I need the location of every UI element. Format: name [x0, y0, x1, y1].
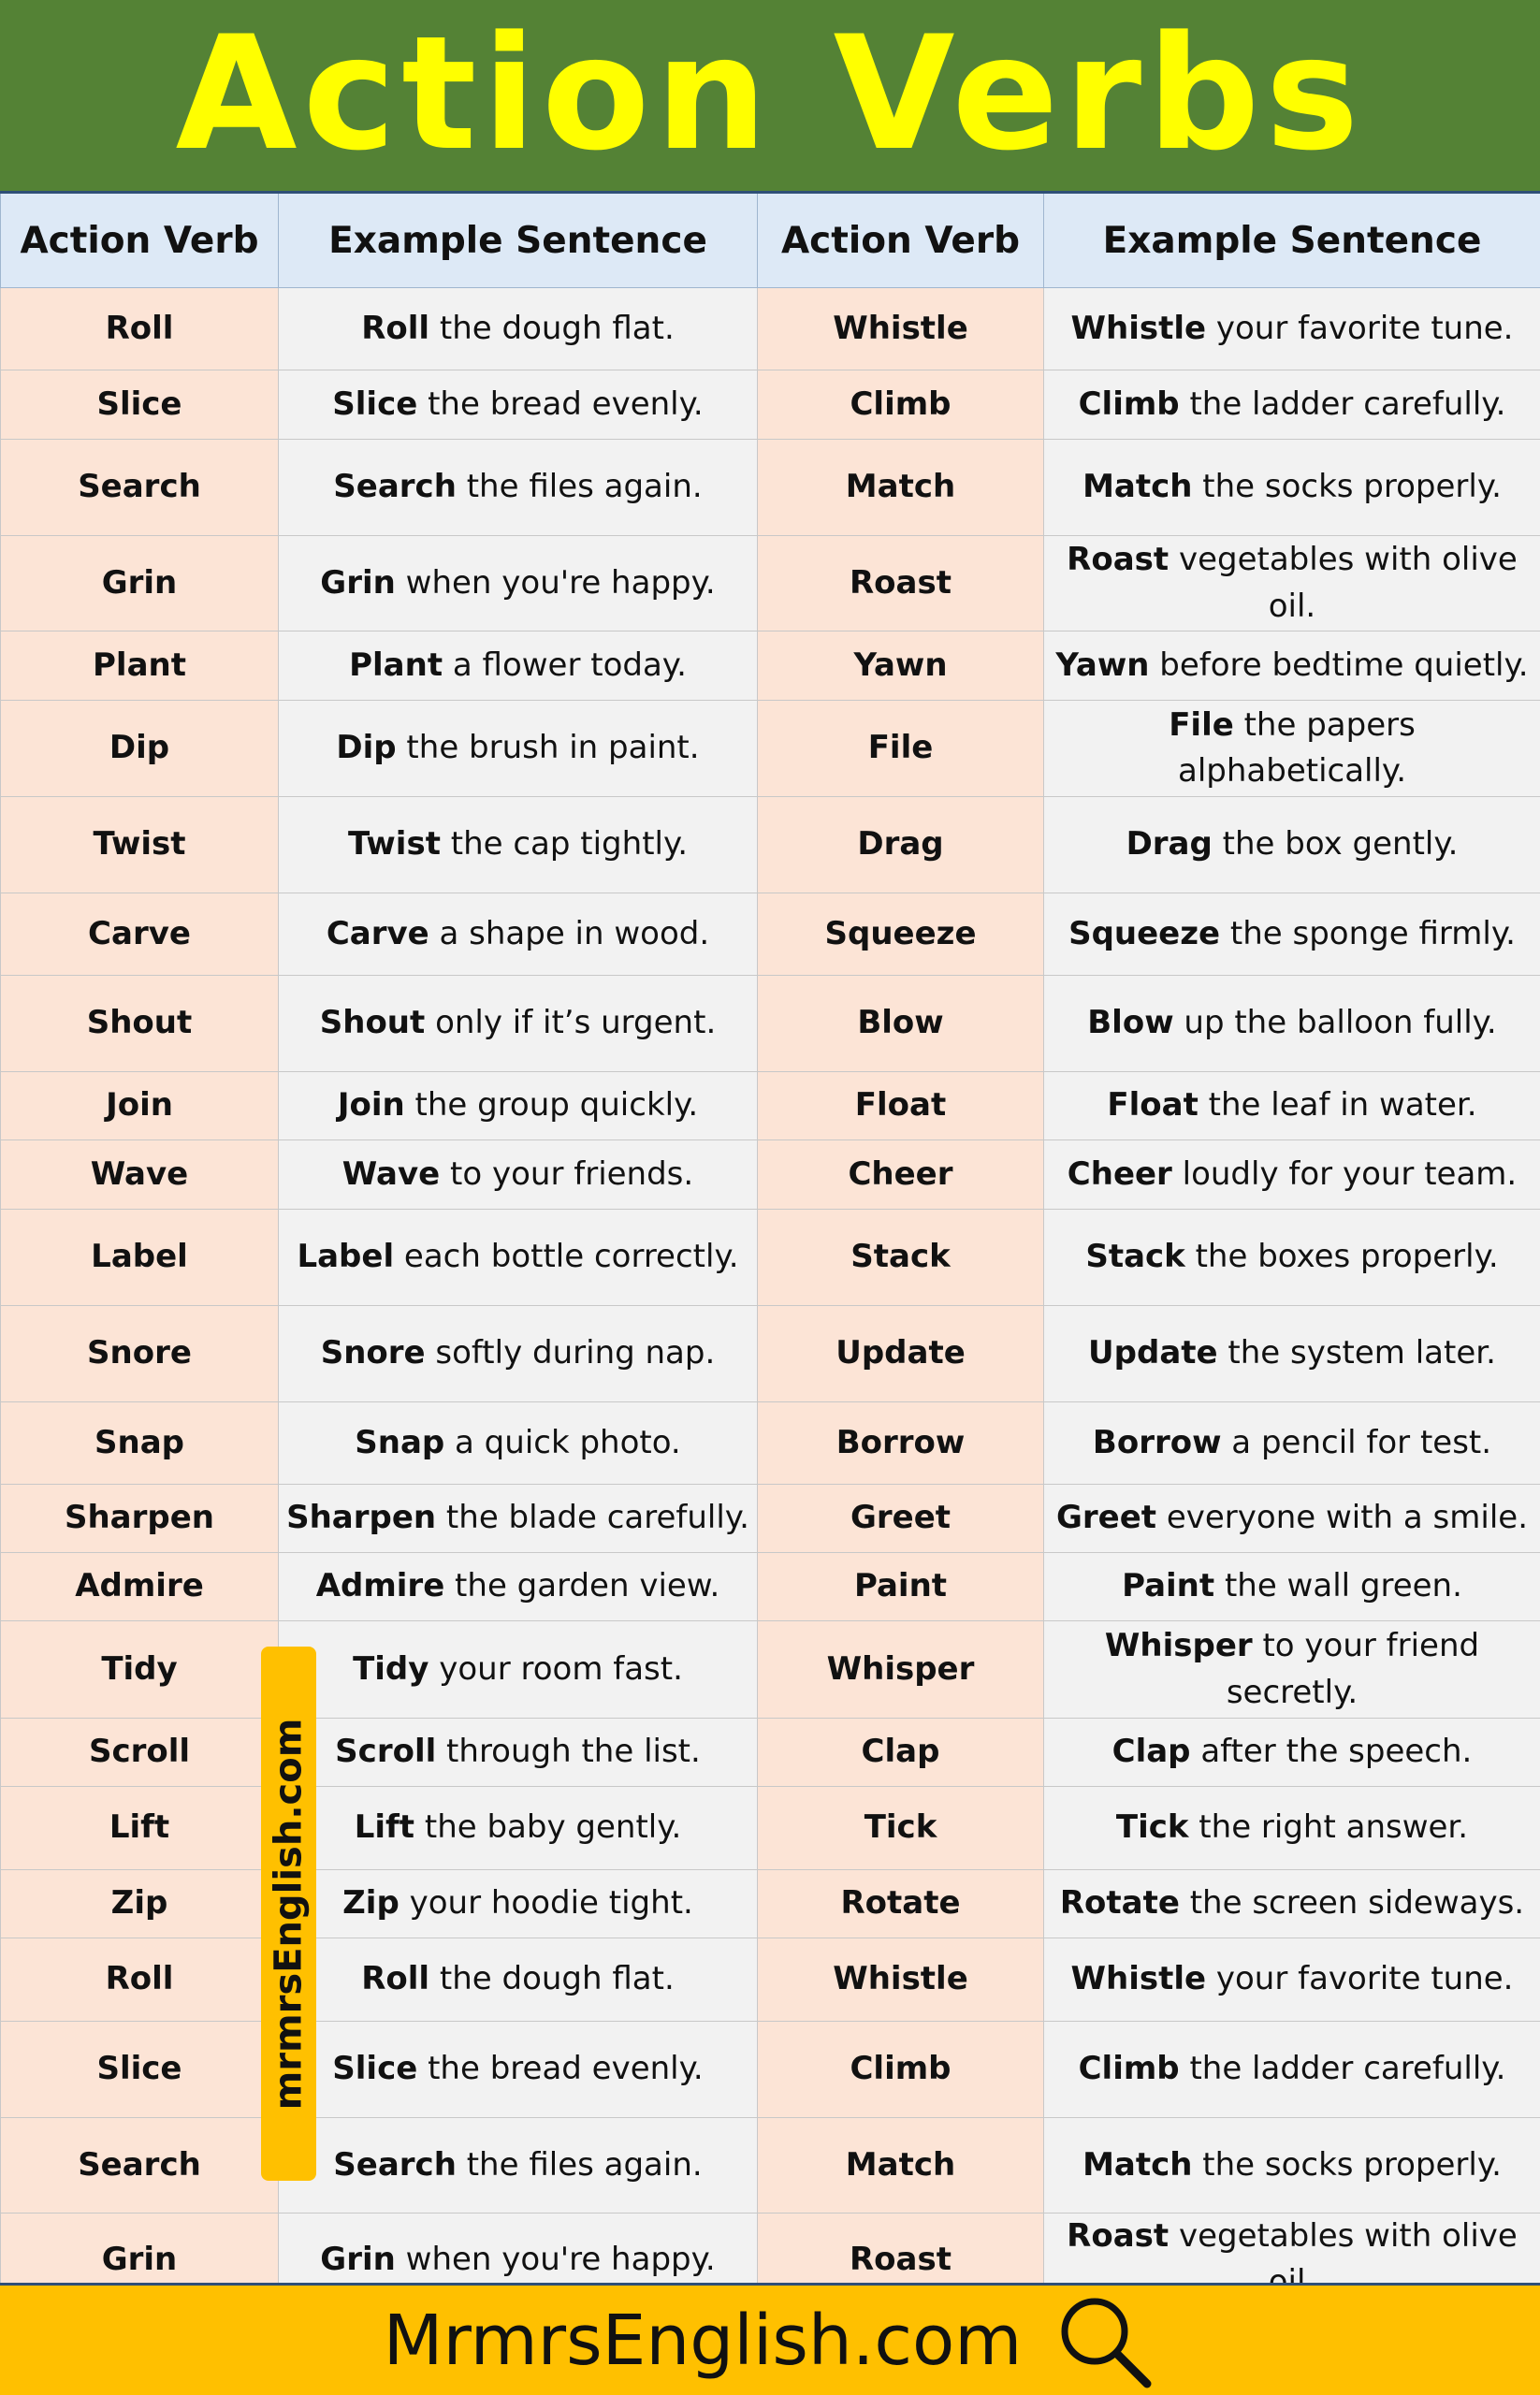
sentence-verb: Match — [1082, 468, 1193, 506]
title-banner — [0, 0, 1540, 191]
sentence-verb: Roll — [361, 309, 430, 347]
sentence-cell-l — [279, 1787, 758, 1870]
sentence-rest: the screen sideways. — [1179, 1884, 1525, 1923]
sentence-rest: the box gently. — [1212, 825, 1459, 864]
verb-cell-r: Borrow — [758, 1402, 1044, 1485]
table-row — [1, 536, 1540, 631]
sentence-rest: the blade carefully. — [436, 1499, 749, 1537]
table-row — [1, 893, 1540, 976]
sentence-rest: the ladder carefully. — [1179, 2050, 1506, 2088]
sentence-verb: Sharpen — [286, 1499, 437, 1537]
sentence-verb: Slice — [332, 385, 418, 423]
verb-cell-r: Paint — [758, 1553, 1044, 1621]
sentence-cell-r — [1044, 893, 1540, 976]
sentence-rest: before bedtime quietly. — [1149, 646, 1529, 684]
sentence-rest: the ladder carefully. — [1179, 385, 1506, 423]
sentence-rest: the sponge firmly. — [1220, 914, 1516, 952]
table-row — [1, 1072, 1540, 1140]
sentence-cell-r — [1044, 1870, 1540, 1938]
verb-cell-l: Admire — [1, 1553, 279, 1621]
sentence-rest: to your friend secretly. — [1226, 1627, 1480, 1711]
table-row — [1, 1210, 1540, 1306]
sentence-cell-l — [279, 2118, 758, 2214]
header-example-sentence-right: Example Sentence — [1044, 193, 1540, 288]
search-icon — [1053, 2292, 1156, 2389]
sentence-rest: your favorite tune. — [1206, 309, 1514, 347]
verb-cell-r: Climb — [758, 2022, 1044, 2118]
table-row — [1, 2118, 1540, 2214]
verb-cell-l: Carve — [1, 893, 279, 976]
watermark-badge — [261, 1647, 316, 2181]
sentence-rest: the group quickly. — [404, 1086, 699, 1125]
sentence-cell-l — [279, 1140, 758, 1210]
sentence-verb: Roast — [1067, 2217, 1170, 2255]
sentence-verb: Label — [297, 1238, 395, 1276]
sentence-cell-l — [279, 1485, 758, 1553]
verb-cell-l: Snap — [1, 1402, 279, 1485]
verb-cell-l: Search — [1, 2118, 279, 2214]
sentence-cell-r — [1044, 1938, 1540, 2022]
verbs-table-container — [0, 191, 1540, 2283]
table-header-row — [1, 193, 1540, 288]
sentence-verb: Snore — [320, 1334, 426, 1372]
page-title: Action Verbs — [175, 2, 1365, 185]
sentence-verb: Zip — [342, 1884, 400, 1923]
sentence-rest: the brush in paint. — [396, 729, 700, 767]
sentence-cell-r — [1044, 1621, 1540, 1719]
verb-cell-l: Wave — [1, 1140, 279, 1210]
sentence-rest: the right answer. — [1188, 1808, 1469, 1847]
sentence-verb: Clap — [1111, 1733, 1191, 1771]
verb-cell-r: Match — [758, 2118, 1044, 2214]
sentence-cell-r — [1044, 701, 1540, 797]
sentence-rest: the garden view. — [444, 1567, 720, 1605]
verb-cell-l: Join — [1, 1072, 279, 1140]
sentence-cell-l — [279, 288, 758, 370]
sentence-verb: Grin — [320, 563, 396, 602]
verb-cell-r: Climb — [758, 370, 1044, 440]
sentence-cell-r — [1044, 1140, 1540, 1210]
verb-cell-r: Roast — [758, 2214, 1044, 2307]
verb-cell-l: Dip — [1, 701, 279, 797]
sentence-rest: to your friends. — [440, 1154, 694, 1193]
sentence-rest: the cap tightly. — [440, 825, 689, 864]
sentence-cell-l — [279, 631, 758, 701]
verb-cell-l: Twist — [1, 797, 279, 893]
sentence-cell-r — [1044, 2022, 1540, 2118]
sentence-cell-l — [279, 440, 758, 536]
sentence-verb: Slice — [332, 2050, 418, 2088]
sentence-verb: Tick — [1115, 1808, 1189, 1847]
sentence-verb: Dip — [336, 729, 397, 767]
verb-cell-l: Shout — [1, 976, 279, 1072]
table-row — [1, 1938, 1540, 2022]
sentence-cell-r — [1044, 797, 1540, 893]
sentence-rest: the bread evenly. — [417, 385, 704, 423]
sentence-verb: Match — [1082, 2145, 1193, 2184]
sentence-verb: Tidy — [353, 1649, 429, 1688]
verb-cell-l: Tidy — [1, 1621, 279, 1719]
footer-site-name: MrmrsEnglish.com — [383, 2300, 1023, 2381]
sentence-verb: Lift — [354, 1808, 415, 1847]
sentence-rest: the wall green. — [1214, 1567, 1462, 1605]
sentence-cell-r — [1044, 440, 1540, 536]
table-row — [1, 1306, 1540, 1402]
verb-cell-r: Roast — [758, 536, 1044, 631]
sentence-cell-l — [279, 1306, 758, 1402]
verb-cell-l: Grin — [1, 2214, 279, 2307]
sentence-rest: up the balloon fully. — [1173, 1004, 1497, 1042]
sentence-verb: Climb — [1078, 385, 1180, 423]
sentence-rest: the files again. — [456, 468, 703, 506]
sentence-rest: when you're happy. — [395, 2240, 716, 2278]
sentence-rest: the leaf in water. — [1198, 1086, 1477, 1125]
sentence-cell-l — [279, 1402, 758, 1485]
watermark-text: mrmrsEnglish.com — [267, 1718, 311, 2110]
verb-cell-l: Label — [1, 1210, 279, 1306]
sentence-rest: after the speech. — [1190, 1733, 1473, 1771]
sentence-cell-r — [1044, 631, 1540, 701]
sentence-verb: Carve — [326, 914, 429, 952]
sentence-cell-r — [1044, 1402, 1540, 1485]
verb-cell-l: Snore — [1, 1306, 279, 1402]
sentence-rest: the dough flat. — [429, 309, 675, 347]
sentence-cell-r — [1044, 1210, 1540, 1306]
sentence-cell-l — [279, 2022, 758, 2118]
sentence-verb: Search — [333, 2145, 457, 2184]
sentence-verb: Cheer — [1067, 1154, 1172, 1193]
sentence-verb: Climb — [1078, 2050, 1180, 2088]
sentence-cell-l — [279, 370, 758, 440]
verb-cell-l: Zip — [1, 1870, 279, 1938]
sentence-cell-l — [279, 976, 758, 1072]
sentence-verb: File — [1169, 705, 1234, 744]
sentence-cell-r — [1044, 1787, 1540, 1870]
verb-cell-r: Whistle — [758, 288, 1044, 370]
sentence-cell-r — [1044, 1719, 1540, 1787]
sentence-cell-l — [279, 701, 758, 797]
sentence-verb: Greet — [1055, 1499, 1157, 1537]
sentence-rest: a pencil for test. — [1221, 1423, 1492, 1461]
sentence-cell-l — [279, 1210, 758, 1306]
sentence-cell-l — [279, 536, 758, 631]
sentence-rest: a quick photo. — [444, 1423, 681, 1461]
sentence-verb: Float — [1107, 1086, 1199, 1125]
table-row — [1, 2022, 1540, 2118]
verb-cell-r: Update — [758, 1306, 1044, 1402]
sentence-rest: a flower today. — [443, 646, 687, 684]
sentence-rest: your favorite tune. — [1206, 1960, 1514, 1998]
sentence-cell-r — [1044, 2118, 1540, 2214]
sentence-rest: only if it’s urgent. — [425, 1004, 717, 1042]
verb-cell-r: Squeeze — [758, 893, 1044, 976]
sentence-rest: the socks properly. — [1192, 468, 1502, 506]
sentence-rest: the papers alphabetically. — [1177, 705, 1416, 790]
footer-bar — [0, 2283, 1540, 2395]
sentence-cell-r — [1044, 288, 1540, 370]
sentence-cell-l — [279, 1072, 758, 1140]
verb-cell-r: Stack — [758, 1210, 1044, 1306]
verb-cell-r: Yawn — [758, 631, 1044, 701]
sentence-rest: the bread evenly. — [417, 2050, 704, 2088]
sentence-cell-r — [1044, 1553, 1540, 1621]
sentence-verb: Squeeze — [1068, 914, 1221, 952]
sentence-verb: Borrow — [1092, 1423, 1222, 1461]
sentence-rest: through the list. — [436, 1733, 701, 1771]
sentence-cell-r — [1044, 536, 1540, 631]
verb-cell-r: Drag — [758, 797, 1044, 893]
verbs-table — [0, 191, 1540, 2307]
verb-cell-r: Match — [758, 440, 1044, 536]
sentence-rest: each bottle correctly. — [394, 1238, 739, 1276]
verb-cell-l: Search — [1, 440, 279, 536]
sentence-cell-l — [279, 893, 758, 976]
sentence-verb: Blow — [1087, 1004, 1174, 1042]
table-row — [1, 701, 1540, 797]
table-row — [1, 1485, 1540, 1553]
table-row — [1, 370, 1540, 440]
verb-cell-l: Roll — [1, 1938, 279, 2022]
sentence-rest: the baby gently. — [414, 1808, 682, 1847]
table-row — [1, 1787, 1540, 1870]
sentence-verb: Drag — [1126, 825, 1213, 864]
table-row — [1, 1870, 1540, 1938]
verb-cell-r: File — [758, 701, 1044, 797]
verb-cell-r: Blow — [758, 976, 1044, 1072]
verb-cell-l: Slice — [1, 370, 279, 440]
sentence-rest: when you're happy. — [395, 563, 716, 602]
sentence-cell-l — [279, 1938, 758, 2022]
sentence-verb: Wave — [341, 1154, 441, 1193]
table-row — [1, 976, 1540, 1072]
sentence-verb: Roll — [361, 1960, 430, 1998]
sentence-verb: Grin — [320, 2240, 396, 2278]
sentence-verb: Stack — [1085, 1238, 1185, 1276]
header-action-verb-right: Action Verb — [758, 193, 1044, 288]
sentence-cell-l — [279, 1719, 758, 1787]
sentence-verb: Roast — [1067, 541, 1170, 579]
header-action-verb-left: Action Verb — [1, 193, 279, 288]
table-row — [1, 1140, 1540, 1210]
sentence-verb: Snap — [355, 1423, 445, 1461]
sentence-verb: Shout — [319, 1004, 426, 1042]
verb-cell-l: Roll — [1, 288, 279, 370]
sentence-rest: the boxes properly. — [1184, 1238, 1499, 1276]
sentence-rest: the dough flat. — [429, 1960, 675, 1998]
verb-cell-r: Float — [758, 1072, 1044, 1140]
sentence-cell-r — [1044, 1306, 1540, 1402]
table-row — [1, 1719, 1540, 1787]
sentence-rest: everyone with a smile. — [1156, 1499, 1529, 1537]
sentence-verb: Plant — [349, 646, 443, 684]
sentence-rest: vegetables with olive oil. — [1169, 541, 1518, 625]
sentence-rest: the socks properly. — [1192, 2145, 1502, 2184]
sentence-cell-r — [1044, 1072, 1540, 1140]
sentence-rest: your hoodie tight. — [399, 1884, 693, 1923]
table-body — [1, 288, 1540, 2307]
sentence-rest: a shape in wood. — [429, 914, 710, 952]
table-row — [1, 1402, 1540, 1485]
sentence-verb: Update — [1088, 1334, 1218, 1372]
sentence-verb: Paint — [1122, 1567, 1215, 1605]
verb-cell-r: Clap — [758, 1719, 1044, 1787]
verb-cell-l: Grin — [1, 536, 279, 631]
sentence-rest: softly during nap. — [425, 1334, 716, 1372]
sentence-verb: Join — [337, 1086, 405, 1125]
sentence-rest: the system later. — [1217, 1334, 1496, 1372]
table-row — [1, 631, 1540, 701]
sentence-cell-r — [1044, 976, 1540, 1072]
verb-cell-r: Rotate — [758, 1870, 1044, 1938]
sentence-verb: Search — [333, 468, 457, 506]
header-example-sentence-left: Example Sentence — [279, 193, 758, 288]
sentence-rest: the files again. — [456, 2145, 703, 2184]
sentence-verb: Scroll — [335, 1733, 437, 1771]
sentence-cell-l — [279, 1870, 758, 1938]
sentence-cell-r — [1044, 1485, 1540, 1553]
verb-cell-l: Lift — [1, 1787, 279, 1870]
table-row — [1, 1553, 1540, 1621]
table-row — [1, 797, 1540, 893]
sentence-cell-l — [279, 1553, 758, 1621]
sentence-verb: Rotate — [1059, 1884, 1180, 1923]
verb-cell-r: Tick — [758, 1787, 1044, 1870]
verb-cell-r: Whisper — [758, 1621, 1044, 1719]
sentence-rest: loudly for your team. — [1171, 1154, 1518, 1193]
verb-cell-l: Slice — [1, 2022, 279, 2118]
verb-cell-r: Cheer — [758, 1140, 1044, 1210]
sentence-rest: vegetables with olive — [1178, 2217, 1518, 2255]
verb-cell-r: Whistle — [758, 1938, 1044, 2022]
sentence-cell-l — [279, 1621, 758, 1719]
sentence-cell-l — [279, 797, 758, 893]
sentence-verb: Whistle — [1070, 309, 1207, 347]
sentence-rest: your room fast. — [429, 1649, 683, 1688]
verb-cell-l: Plant — [1, 631, 279, 701]
sentence-cell-r — [1044, 370, 1540, 440]
sentence-verb: Admire — [315, 1567, 445, 1605]
sentence-verb: Yawn — [1055, 646, 1150, 684]
table-row — [1, 440, 1540, 536]
verb-cell-r: Greet — [758, 1485, 1044, 1553]
table-row — [1, 288, 1540, 370]
sentence-verb: Whistle — [1070, 1960, 1207, 1998]
sentence-verb: Whisper — [1104, 1627, 1253, 1665]
table-row — [1, 1621, 1540, 1719]
verb-cell-l: Scroll — [1, 1719, 279, 1787]
verb-cell-l: Sharpen — [1, 1485, 279, 1553]
sentence-verb: Twist — [347, 825, 441, 864]
